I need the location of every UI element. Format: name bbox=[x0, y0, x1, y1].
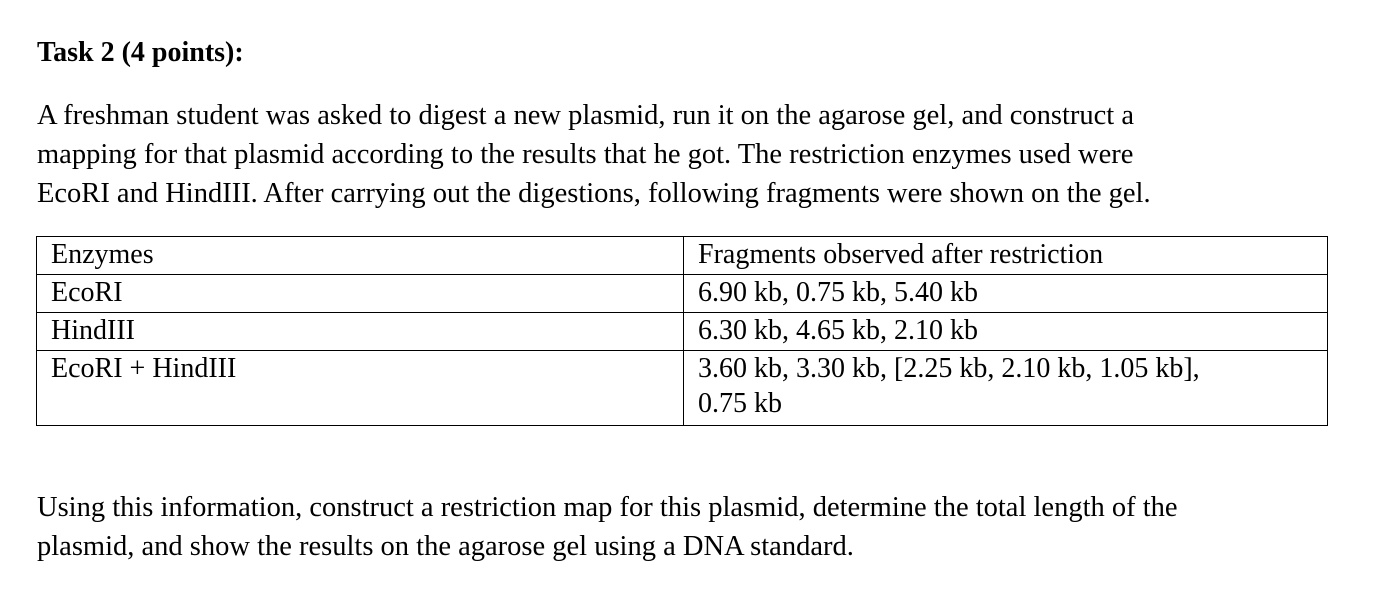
intro-line: EcoRI and HindIII. After carrying out the digestions, following fragments were shown on the gel. bbox=[37, 178, 1151, 209]
intro-line: mapping for that plasmid according to the results that he got. The restriction enzymes used were bbox=[37, 139, 1134, 170]
enzyme-cell: EcoRI bbox=[37, 275, 684, 313]
instructions-paragraph bbox=[37, 488, 1367, 566]
header-enzymes: Enzymes bbox=[37, 237, 684, 275]
table-row bbox=[37, 351, 1328, 426]
table-row bbox=[37, 313, 1328, 351]
enzyme-cell: EcoRI + HindIII bbox=[37, 351, 684, 426]
fragments-cell bbox=[684, 351, 1328, 426]
instructions-line: plasmid, and show the results on the agarose gel using a DNA standard. bbox=[37, 531, 854, 562]
fragments-line: 6.30 kb, 4.65 kb, 2.10 kb bbox=[698, 315, 978, 346]
intro-line: A freshman student was asked to digest a new plasmid, run it on the agarose gel, and construct a bbox=[37, 100, 1134, 131]
fragments-cell bbox=[684, 275, 1328, 313]
header-fragments: Fragments observed after restriction bbox=[684, 237, 1328, 275]
fragments-cell bbox=[684, 313, 1328, 351]
intro-paragraph bbox=[37, 96, 1357, 213]
task-title: Task 2 (4 points): bbox=[37, 37, 244, 68]
fragments-line: 3.60 kb, 3.30 kb, [2.25 kb, 2.10 kb, 1.05 kb], bbox=[698, 353, 1200, 384]
instructions-line: Using this information, construct a restriction map for this plasmid, determine the total length of the bbox=[37, 492, 1178, 523]
table-row bbox=[37, 275, 1328, 313]
fragments-line: 0.75 kb bbox=[698, 388, 782, 419]
enzyme-cell: HindIII bbox=[37, 313, 684, 351]
restriction-fragments-table bbox=[36, 236, 1328, 426]
fragments-line: 6.90 kb, 0.75 kb, 5.40 kb bbox=[698, 277, 978, 308]
table-header-row bbox=[37, 237, 1328, 275]
